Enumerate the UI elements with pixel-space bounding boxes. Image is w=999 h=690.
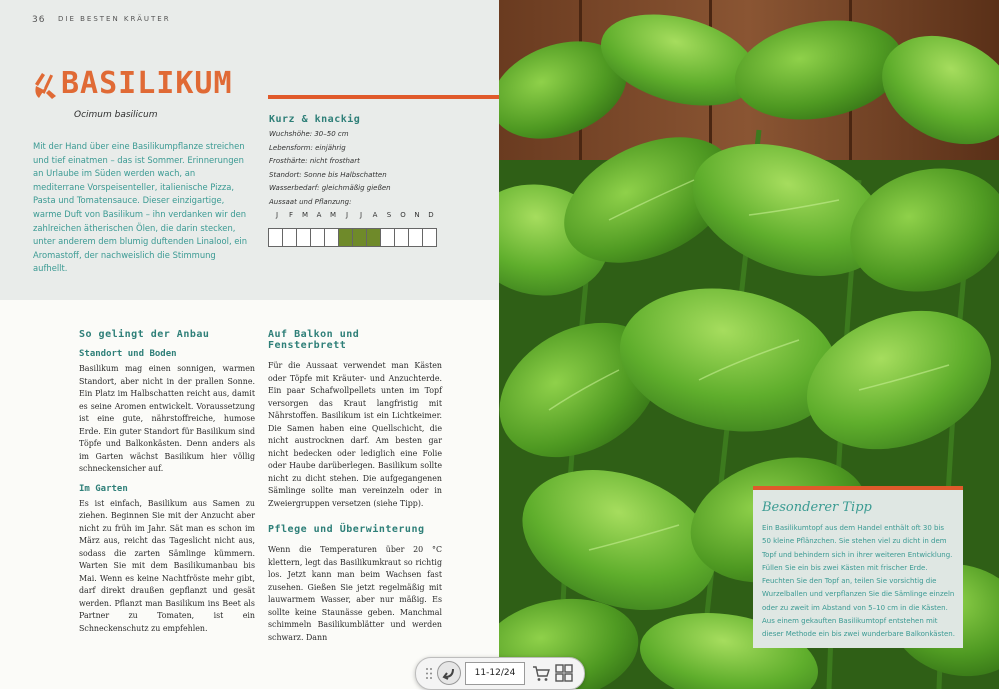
month-label: D	[428, 211, 434, 219]
kurz-title: Kurz & knackig	[269, 114, 361, 125]
month-cell	[269, 228, 283, 247]
tip-box	[753, 486, 963, 648]
running-head: DIE BESTEN KRÄUTER	[58, 15, 171, 23]
month-label: S	[386, 211, 392, 219]
garden-tools-icon	[32, 70, 58, 100]
month-label: J	[275, 211, 279, 219]
body-text: Es ist einfach, Basilikum aus Samen zu ziehen. Beginnen Sie mit der Anzucht aber nicht zu früh im Jahr. Sät man es schon im März aus, reicht das Tageslicht nicht aus, sodass die zarten Sämlinge kümmern. Warten Sie mit dem Basilikumanbau bis Mai. Wenn es keine Nachtfröste mehr gibt, darf direkt draußen gepflanzt und gesät werden. Pflanzt man Basilikum ins Beet als Partner zu Tomaten, ist ein Schneckenschutz zu empfehlen.	[79, 498, 255, 633]
column-left	[79, 322, 255, 635]
month-cell	[311, 228, 325, 247]
page-title: BASILIKUM	[61, 66, 233, 101]
month-cell	[409, 228, 423, 247]
body-text: Basilikum mag einen sonnigen, warmen Standort, aber nicht in der prallen Sonne. Ein Platz im Halbschatten reicht aus, damit es seine Aromen entwickelt. Voraussetzung ist eine gute, nährstoffreiche, humose Erde. Ein guter Standort für Basilikum sind Töpfe und Balkonkästen. Denn anders als im Garten wächst Basilikum hier völlig schneckensicher auf.	[79, 364, 255, 473]
month-label: A	[316, 211, 322, 219]
body-text: Wenn die Temperaturen über 20 °C klettern, legt das Basilikumkraut so richtig los. Jetzt kann man beim Wachsen fast zusehen. Gießen Sie jetzt regelmäßig mit lauwarmem Wasser, aber nur mäßig. Es sollte keine Staunässe geben. Manchmal schimmeln Basilikumblätter und werden schwarz. Dann	[268, 545, 442, 642]
month-cell	[297, 228, 311, 247]
section-heading: So gelingt der Anbau	[79, 329, 210, 340]
month-cell	[395, 228, 409, 247]
kurz-facts	[269, 128, 489, 209]
month-cell	[423, 228, 437, 247]
back-button[interactable]	[437, 661, 461, 685]
botanical-name: Ocimum basilicum	[74, 110, 158, 120]
subheading-balkon: Auf Balkon und Fensterbrett	[268, 329, 360, 351]
month-cell	[339, 228, 353, 247]
month-cell	[325, 228, 339, 247]
intro-text: Mit der Hand über eine Basilikumpflanze streichen und tief einatmen – das ist Sommer. Erinnerungen an Urlaube im Süden werden wach, an mediterrane Vorspeisenteller, italienische Pizza, Pasta und Tomatensauce. Dieser einzigartige, warme Duft von Basilikum – ihn verdanken wir den zahlreichen ätherischen Ölen, die darin stecken, unter anderem dem blumig duftenden Linalool, ein Aromastoff, der nachweislich die Stimmung aufhellt.	[33, 141, 248, 274]
month-label: J	[359, 211, 363, 219]
month-label: A	[372, 211, 378, 219]
month-calendar	[268, 228, 437, 247]
grid-icon[interactable]	[555, 664, 573, 682]
month-label: M	[301, 211, 309, 219]
fact-item: Lebensform: einjährig	[269, 143, 346, 152]
month-label: J	[345, 211, 349, 219]
subheading-garten: Im Garten	[79, 483, 128, 494]
kurz-accent-bar	[268, 95, 499, 99]
subheading-standort: Standort und Boden	[79, 349, 177, 359]
section-heading-pflege: Pflege und Überwinterung	[268, 524, 425, 535]
body-text: Für die Aussaat verwendet man Kästen oder Töpfe mit Kräuter- und Anzuchterde. Ein paar Schafwollpellets unten im Topf versorgen das Kraut langfristig mit Nährstoffen. Basilikum ist ein Lichtkeimer. Die Samen haben eine Quellschicht, die nicht austrocknen darf. Am besten gar nicht bedecken oder lediglich eine Folie oder Haube darüberlegen. Basilikum sollte nicht zu dicht stehen. Die aufgegangenen Sämlinge sollte man vereinzeln oder in Zweiergruppen versetzen (siehe Tipp).	[268, 361, 442, 508]
month-cell	[381, 228, 395, 247]
grip-icon[interactable]	[425, 667, 433, 680]
tip-text: Ein Basilikumtopf aus dem Handel enthält oft 30 bis 50 kleine Pflänzchen. Sie stehen viel zu dicht in dem Topf und behindern sich in ihrer weiteren Entwicklung. Füllen Sie ein bis zwei Kästen mit frischer Erde. Feuchten Sie den Topf an, teilen Sie vorsichtig die Wurzelballen und verpflanzen Sie die Sämlinge einzeln oder zu zweit im Abstand von 5–10 cm in die Kästen. Aus einem gekauften Basilikumtopf entstehen mit dieser Methode ein bis zwei wunderbare Balkonkästen.	[762, 524, 955, 639]
month-cell	[353, 228, 367, 247]
fact-item: Aussaat und Pflanzung:	[269, 197, 352, 206]
cart-icon[interactable]	[532, 665, 550, 682]
month-label: F	[288, 211, 294, 219]
month-cell	[367, 228, 381, 247]
month-label: M	[329, 211, 337, 219]
back-icon	[438, 662, 460, 684]
column-right	[268, 322, 442, 644]
page-indicator[interactable]: 11-12/24	[465, 662, 525, 685]
fact-item: Frosthärte: nicht frosthart	[269, 157, 360, 165]
left-page	[0, 0, 499, 689]
fact-item: Standort: Sonne bis Halbschatten	[269, 170, 387, 179]
fact-item: Wasserbedarf: gleichmäßig gießen	[269, 184, 391, 192]
tip-title: Besonderer Tipp	[762, 500, 872, 515]
month-labels	[270, 211, 440, 219]
page-number: 36	[32, 15, 46, 25]
month-cell	[283, 228, 297, 247]
month-label: N	[414, 211, 420, 219]
viewer-toolbar	[415, 657, 585, 690]
fact-item: Wuchshöhe: 30–50 cm	[269, 130, 349, 138]
month-label: O	[400, 211, 406, 219]
